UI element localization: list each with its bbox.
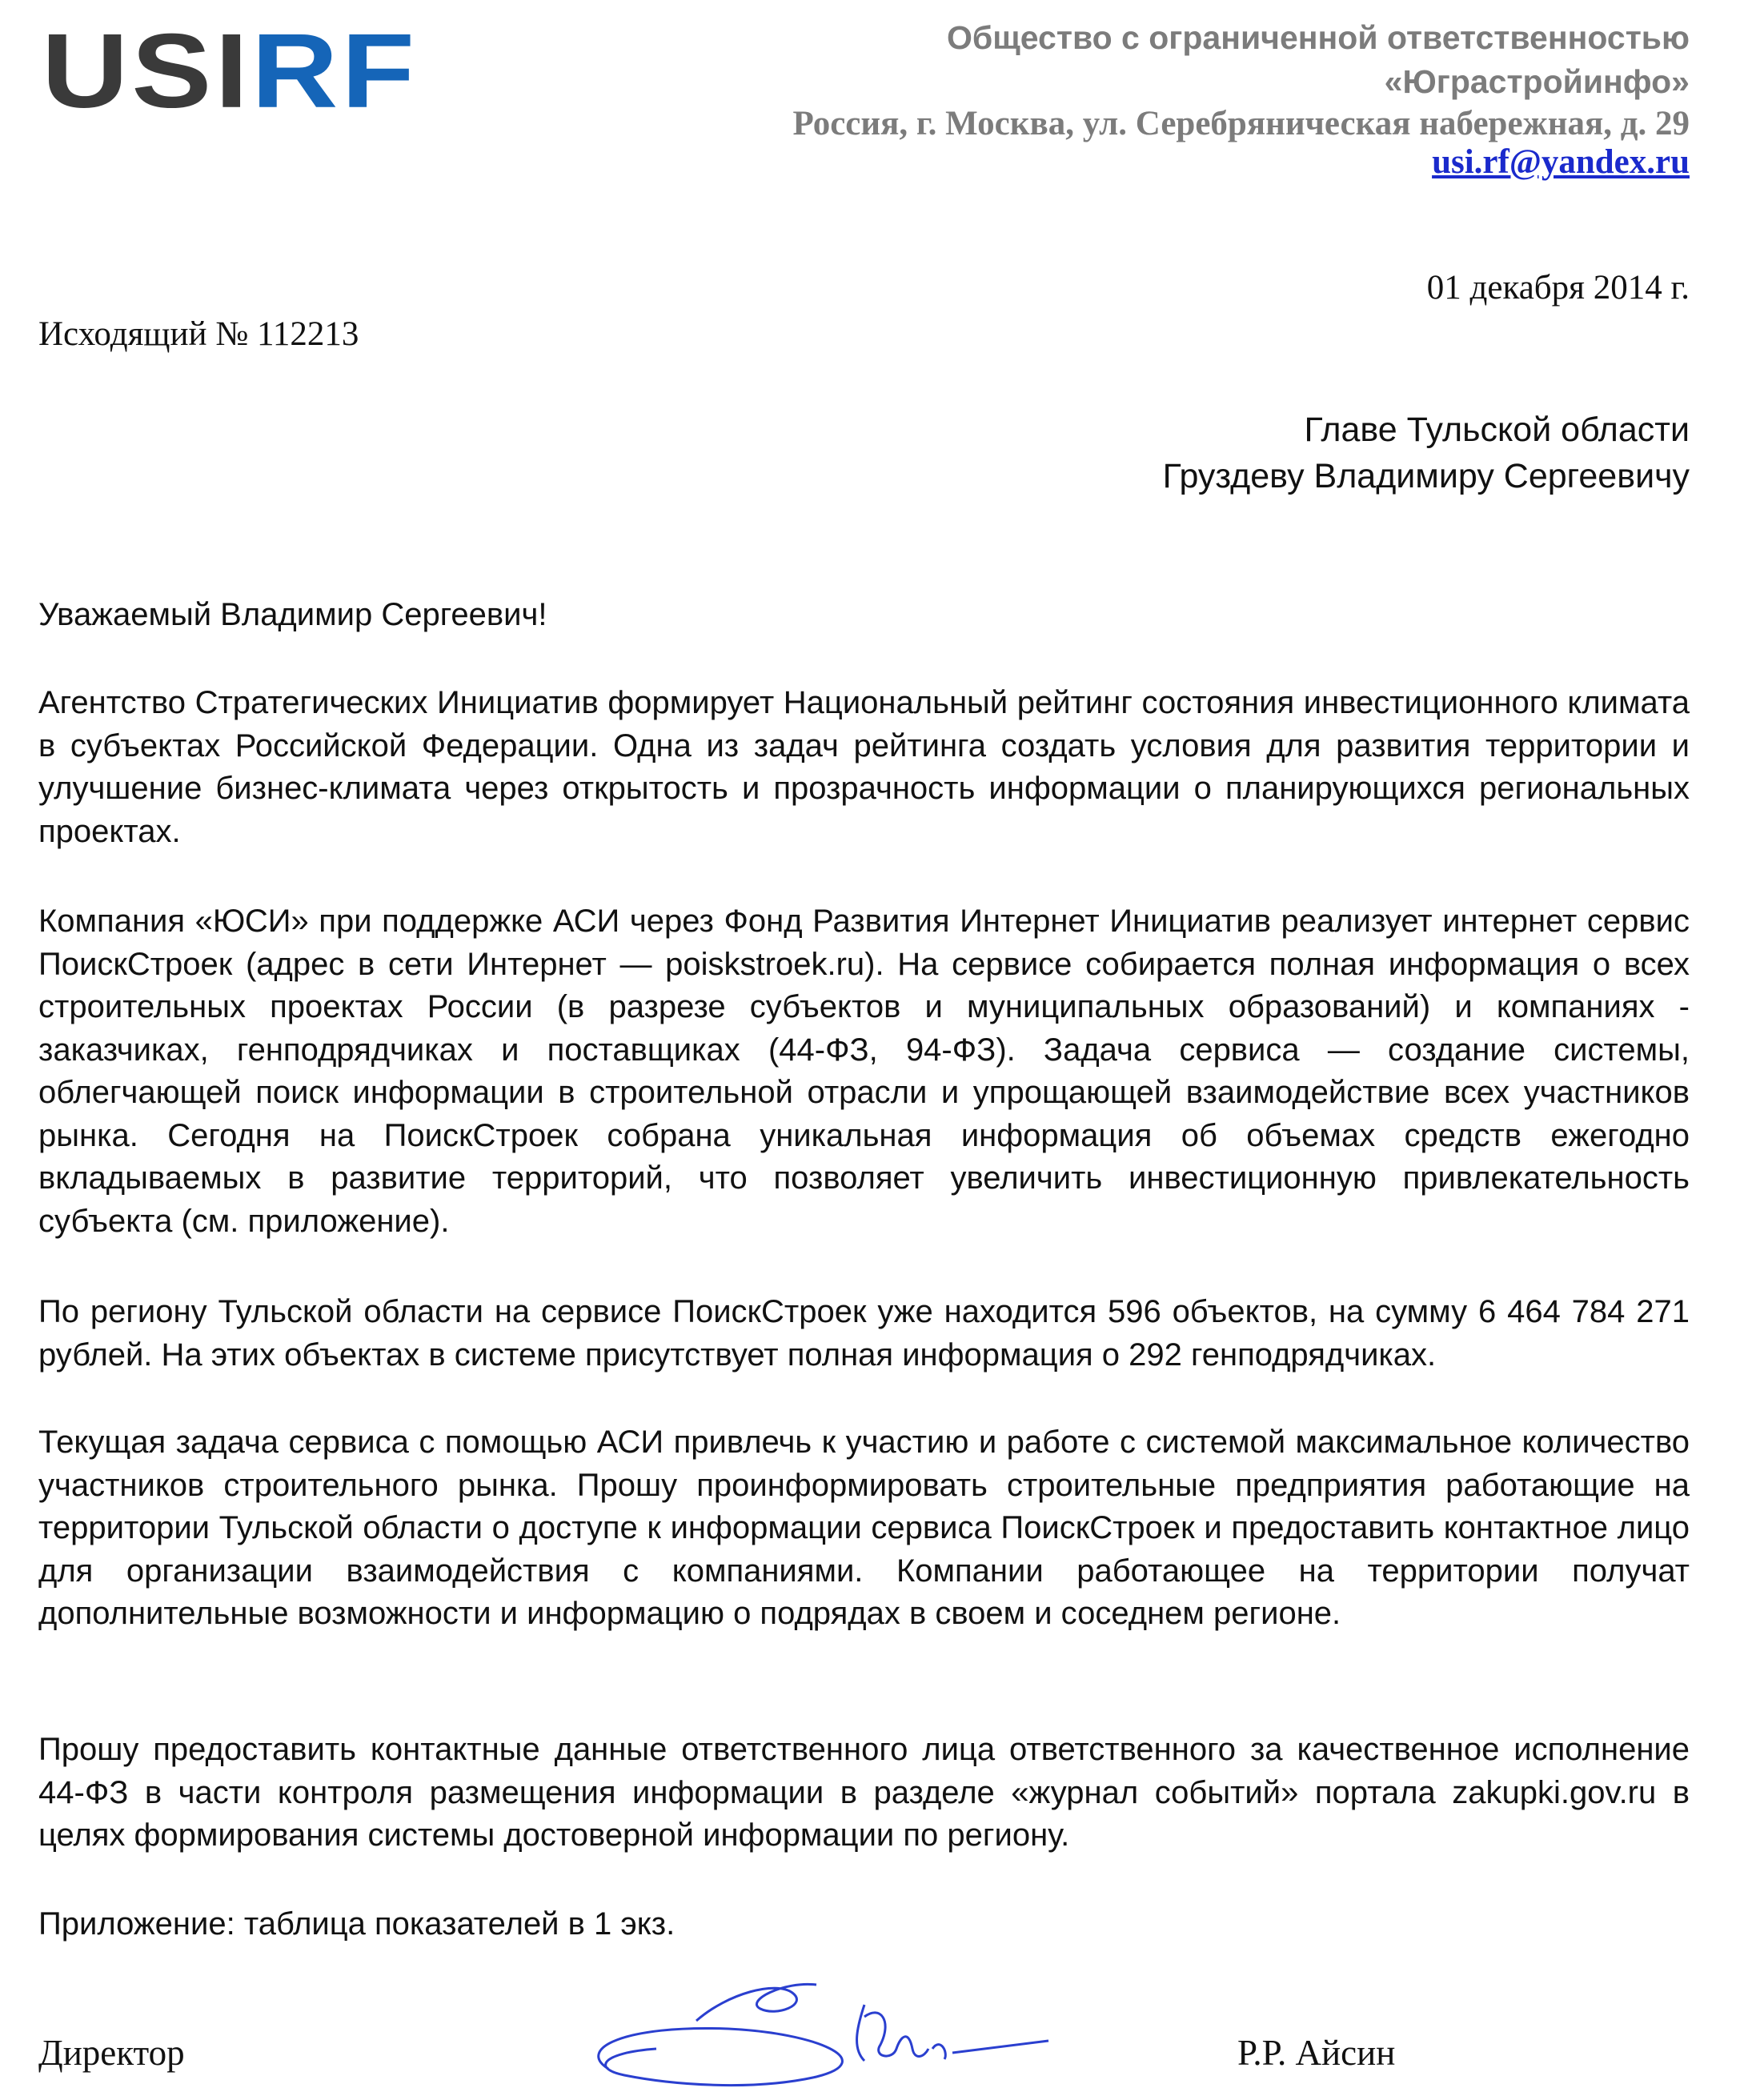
recipient-line1: Главе Тульской области [1304,411,1690,449]
paragraph-region-stats: По региону Тульской области на сервисе ПоискСтроек уже находится 596 объектов, на сумму 6 464 784 271 рублей. На этих объектах в системе присутствует полная информация о 292 генподрядчиках. [38,1294,1690,1373]
outgoing-number: Исходящий № 112213 [38,315,359,353]
paragraph-current-task: Текущая задача сервиса с помощью АСИ привлечь к участию и работе с системой максимальное количество участников строительного рынка. Прошу проинформировать строительные предприятия работающие на территории Тульской области о доступе к информации сервиса ПоискСтроек и предоставить контактное лицо для организации взаимодействия с компаниями. Компании работающее на территории получат дополнительные возможности и информацию о подрядах в своем и соседнем регионе. [38,1425,1690,1631]
signoff-position: Директор [38,2033,185,2073]
company-name-line1: Общество с ограниченной ответственностью [946,19,1690,56]
logo-text-accent: RF [251,11,419,130]
letter-date: 01 декабря 2014 г. [1426,269,1690,307]
paragraph-request: Прошу предоставить контактные данные ответственного лица ответственного за качественное исполнение 44-ФЗ в части контроля размещения информации в разделе «журнал событий» портала zakupki.gov.ru в целях формирования системы достоверной информации по региону. [38,1732,1690,1853]
recipient-line2: Груздеву Владимиру Сергеевичу [1162,457,1690,495]
recipient-block [1163,407,1690,499]
signer-name: Р.Р. Айсин [1237,2033,1396,2073]
paragraph-rating: Агентство Стратегических Инициатив формирует Национальный рейтинг состояния инвестиционного климата в субъектах Российской Федерации. Одна из задач рейтинга создать условия для развития территории и улучшение бизнес-климата через открытость и прозрачность информации о планирующихся региональных проектах. [38,685,1690,849]
email-link[interactable]: usi.rf@yandex.ru [1432,143,1690,181]
handwritten-signature [576,1973,1072,2093]
company-name-line2: «Юграстройинфо» [1384,63,1690,100]
greeting: Уважаемый Владимир Сергеевич! [38,597,547,632]
company-logo [42,11,419,130]
company-address: Россия, г. Москва, ул. Серебряническая набережная, д. 29 [792,105,1690,142]
company-name [947,16,1690,104]
logo-text-main: USI [42,11,252,130]
paragraph-service: Компания «ЮСИ» при поддержке АСИ через Фонд Развития Интернет Инициатив реализует интернет сервис ПоискСтроек (адрес в сети Интернет — poiskstroek.ru). На сервисе собирается полная информация о всех строительных проектах России (в разрезе субъектов и муниципальных образований) и компаниях - заказчиках, генподрядчиках и поставщиках (44-ФЗ, 94-ФЗ). Задача сервиса — создание системы, облегчающей поиск информации в строительной отрасли и упрощающей взаимодействие всех участников рынка. Сегодня на ПоискСтроек собрана уникальная информация об объемах средств ежегодно вкладываемых в развитие территорий, что позволяет увеличить инвестиционную привлекательность субъекта (см. приложение). [38,904,1690,1239]
attachment-note: Приложение: таблица показателей в 1 экз. [38,1906,676,1942]
